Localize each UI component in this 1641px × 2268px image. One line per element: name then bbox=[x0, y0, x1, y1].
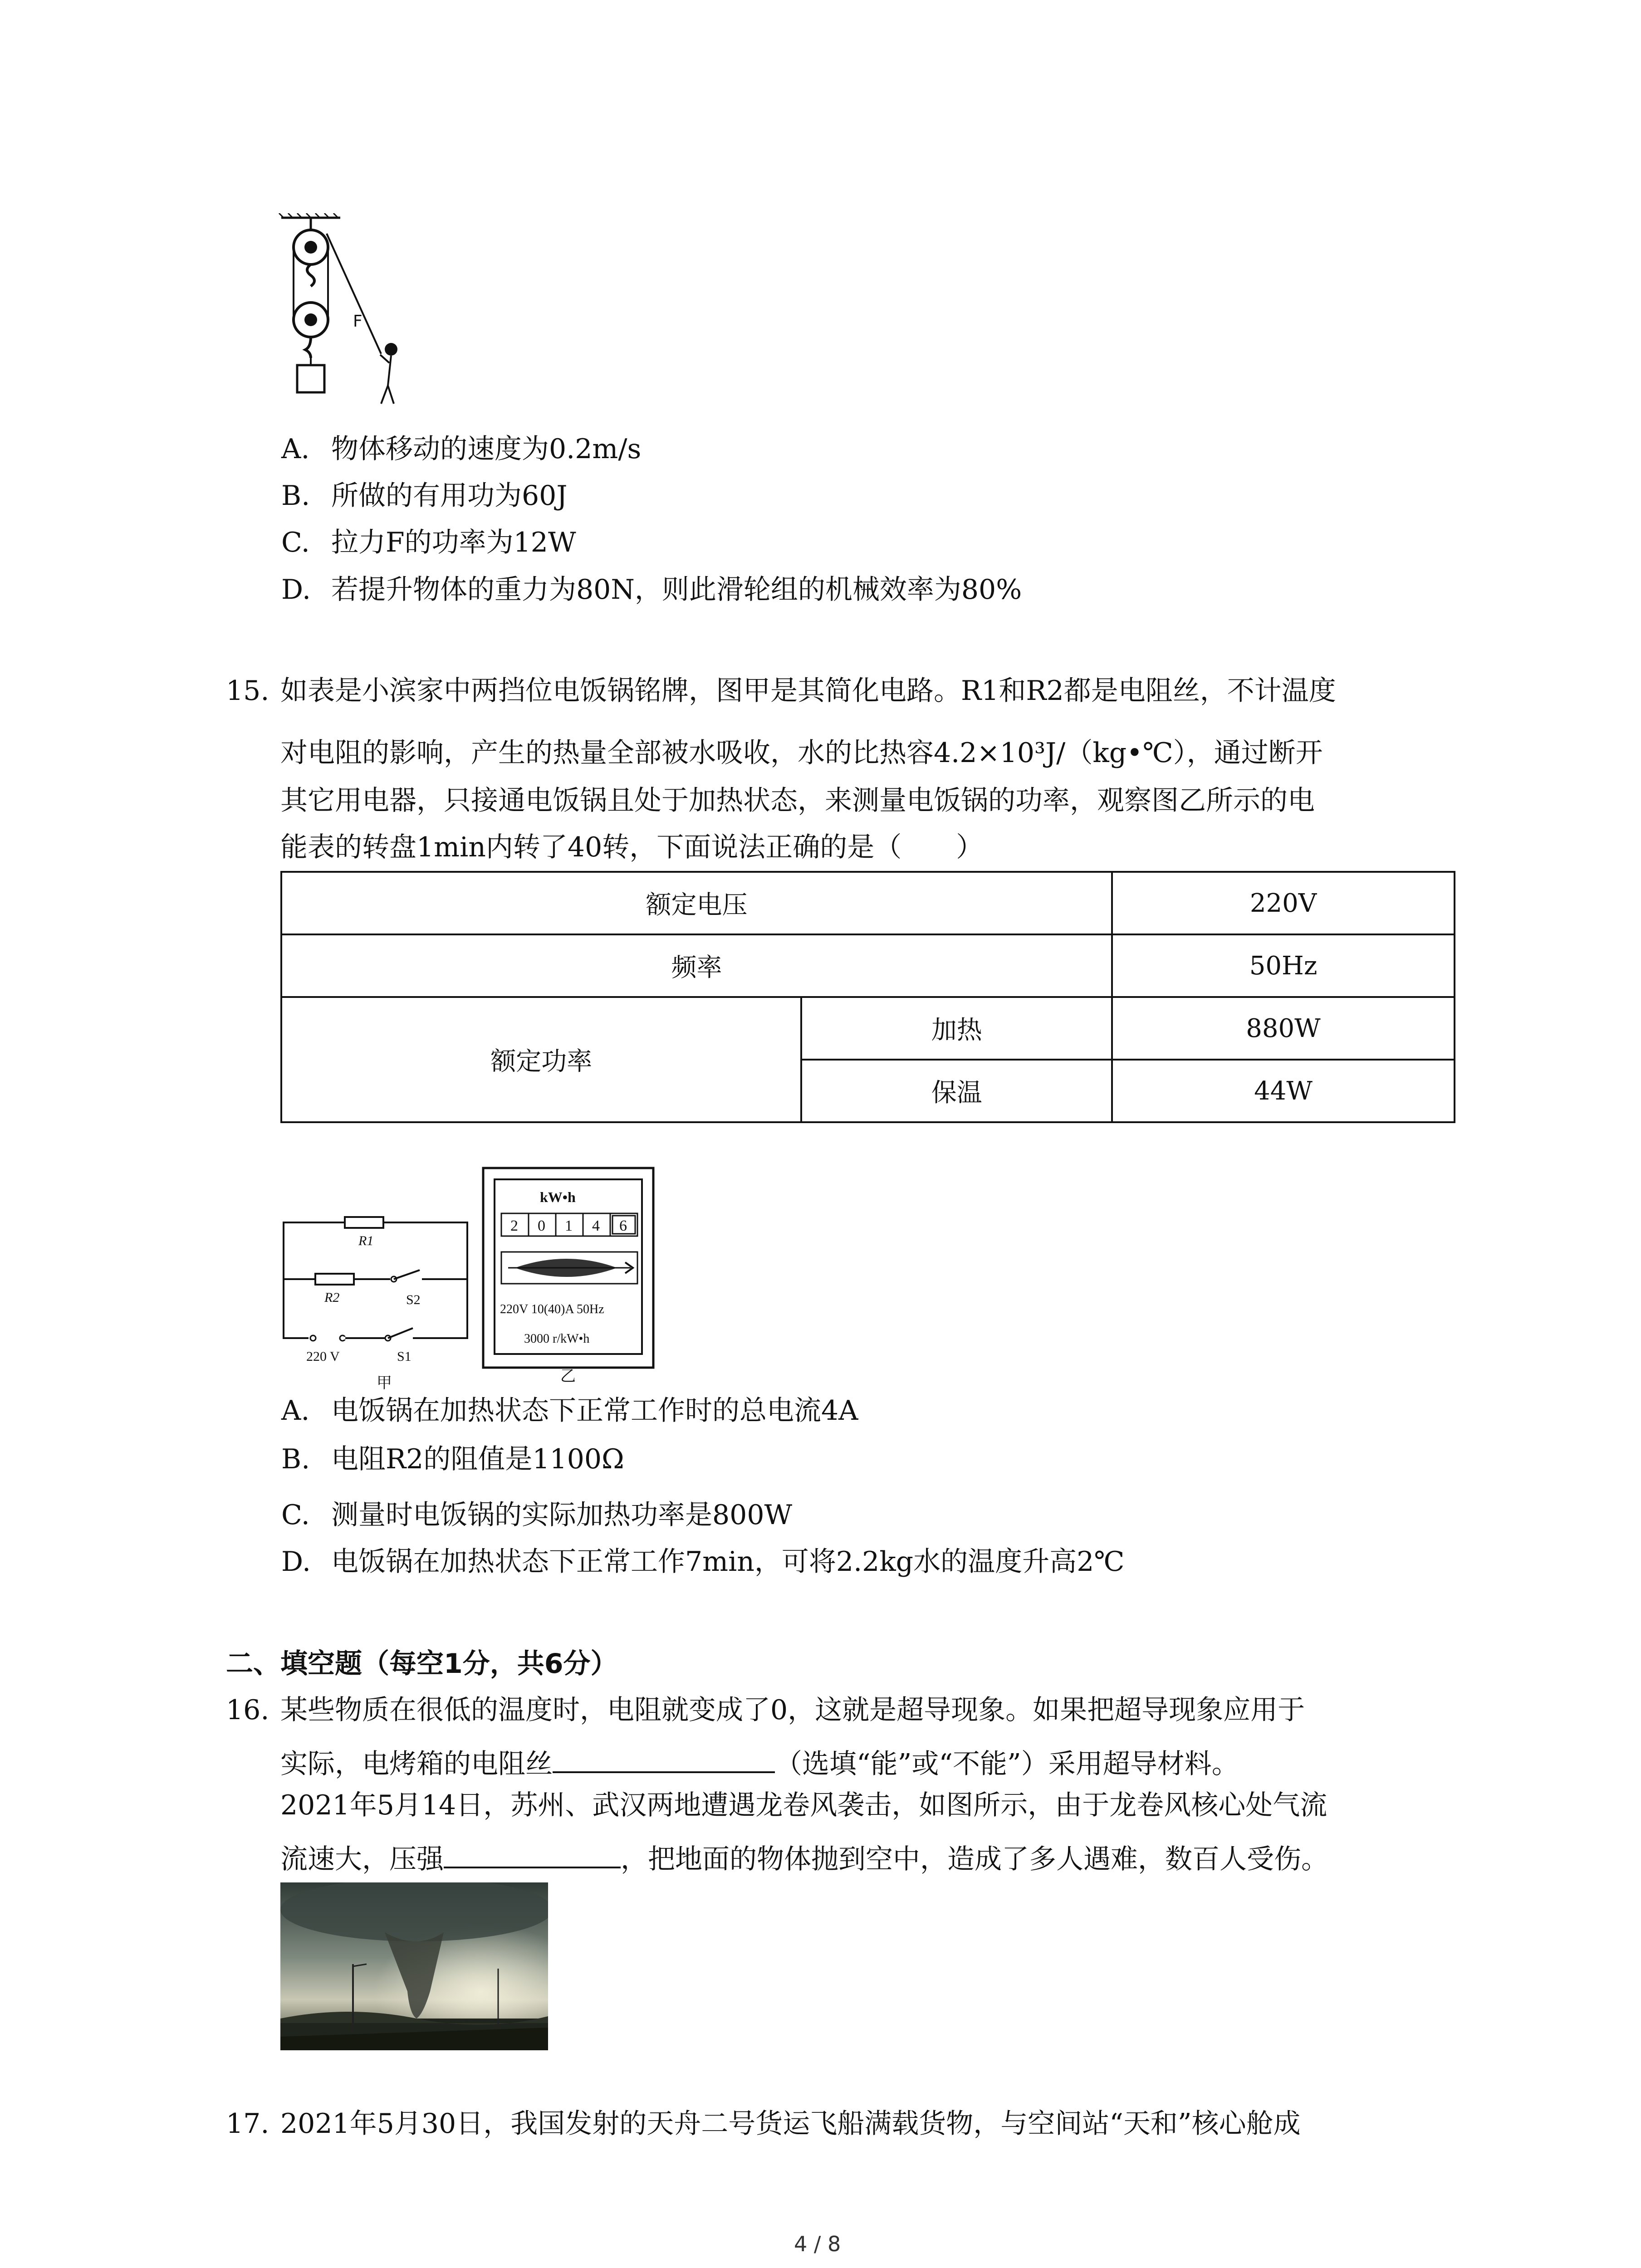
answer-blank-2[interactable] bbox=[444, 1839, 621, 1868]
meter-constant: 3000 r/kW•h bbox=[524, 1332, 590, 1346]
heating-value: 880W bbox=[1112, 997, 1455, 1060]
q16-number: 16. bbox=[226, 1694, 269, 1726]
option-text: 电饭锅在加热状态下正常工作时的总电流4A bbox=[331, 1395, 858, 1427]
q14-option-c bbox=[281, 529, 576, 556]
q14-option-d bbox=[281, 574, 1022, 606]
option-label: C. bbox=[281, 1499, 310, 1531]
q15-number: 15. bbox=[226, 675, 269, 707]
option-label: D. bbox=[281, 1546, 311, 1578]
q16-line-2-start: 实际，电烤箱的电阻丝 bbox=[280, 1748, 553, 1780]
option-label: D. bbox=[281, 574, 311, 606]
q17-number: 17. bbox=[226, 2108, 269, 2140]
source-label: 220 V bbox=[306, 1349, 340, 1364]
option-text: 电饭锅在加热状态下正常工作7min，可将2.2kg水的温度升高2℃ bbox=[331, 1546, 1125, 1578]
q16-line-1: 某些物质在很低的温度时，电阻就变成了0，这就是超导现象。如果把超导现象应用于 bbox=[280, 1694, 1305, 1726]
meter-digit-2: 0 bbox=[538, 1217, 545, 1234]
circuit-caption: 甲 bbox=[377, 1374, 392, 1392]
rated-power-label: 额定功率 bbox=[281, 997, 801, 1122]
option-text: 物体移动的速度为0.2m/s bbox=[331, 433, 642, 465]
rated-voltage-label: 额定电压 bbox=[281, 872, 1112, 934]
option-text: 测量时电饭锅的实际加热功率是800W bbox=[331, 1499, 793, 1531]
meter-digit-1: 2 bbox=[510, 1217, 518, 1234]
meter-rating: 220V 10(40)A 50Hz bbox=[500, 1302, 604, 1316]
rated-voltage-value: 220V bbox=[1112, 872, 1455, 934]
tornado-photo bbox=[280, 1882, 548, 2050]
q15-stem-line-1: 如表是小滨家中两挡位电饭锅铭牌，图甲是其简化电路。R1和R2都是电阻丝，不计温度 bbox=[280, 675, 1336, 707]
keep-warm-label: 保温 bbox=[801, 1060, 1112, 1122]
rice-cooker-spec-table bbox=[280, 871, 1455, 1123]
r1-label: R1 bbox=[358, 1233, 374, 1248]
page-number: 4 / 8 bbox=[794, 2232, 841, 2256]
q16-line-3: 2021年5月14日，苏州、武汉两地遭遇龙卷风袭击，如图所示，由于龙卷风核心处气流 bbox=[280, 1789, 1327, 1821]
q15-option-c bbox=[281, 1501, 792, 1529]
heating-label: 加热 bbox=[801, 997, 1112, 1060]
meter-caption: 乙 bbox=[560, 1367, 576, 1383]
frequency-label: 频率 bbox=[281, 934, 1112, 997]
option-text: 所做的有用功为60J bbox=[331, 480, 568, 512]
q15-stem-line-3: 其它用电器，只接通电饭锅且处于加热状态，来测量电饭锅的功率，观察图乙所示的电 bbox=[280, 785, 1315, 816]
q16-line-4-end: ，把地面的物体抛到空中，造成了多人遇难，数百人受伤。 bbox=[621, 1843, 1328, 1875]
r2-label: R2 bbox=[324, 1290, 340, 1305]
q15-stem-line-4: 能表的转盘1min内转了40转，下面说法正确的是（ ） bbox=[280, 831, 984, 863]
option-text: 若提升物体的重力为80N，则此滑轮组的机械效率为80% bbox=[331, 574, 1022, 606]
circuit-diagram bbox=[281, 1202, 472, 1393]
s2-label: S2 bbox=[406, 1292, 421, 1307]
option-label: A. bbox=[281, 1395, 310, 1427]
q15-option-b bbox=[281, 1443, 624, 1475]
option-label: B. bbox=[281, 480, 310, 512]
s1-label: S1 bbox=[397, 1349, 411, 1364]
section-heading: 二、填空题（每空1分，共6分） bbox=[226, 1648, 618, 1680]
q14-option-b bbox=[281, 480, 568, 512]
table-row bbox=[281, 872, 1455, 934]
force-f-label: F bbox=[353, 312, 362, 331]
q15-option-d bbox=[281, 1546, 1125, 1578]
answer-blank-1[interactable] bbox=[553, 1744, 775, 1773]
q16-line-2-end: （选填“能”或“不能”）采用超导材料。 bbox=[775, 1748, 1239, 1780]
option-text: 电阻R2的阻值是1100Ω bbox=[331, 1443, 624, 1475]
q17-line-1: 2021年5月30日，我国发射的天舟二号货运飞船满载货物，与空间站“天和”核心舱成 bbox=[280, 2108, 1301, 2140]
meter-digit-4: 4 bbox=[592, 1217, 600, 1234]
meter-digit-5: 6 bbox=[619, 1217, 627, 1234]
q16-line-4-start: 流速大，压强 bbox=[280, 1843, 444, 1875]
q14-option-a bbox=[281, 435, 641, 463]
q15-stem-line-2: 对电阻的影响，产生的热量全部被水吸收，水的比热容4.2×10³J/（kg•℃），通过断开 bbox=[280, 737, 1323, 769]
option-label: C. bbox=[281, 527, 310, 558]
q16-line-2 bbox=[280, 1744, 1239, 1778]
table-row bbox=[281, 934, 1455, 997]
meter-digit-3: 1 bbox=[565, 1217, 573, 1234]
meter-unit: kW•h bbox=[540, 1189, 576, 1205]
option-label: A. bbox=[281, 433, 310, 465]
pulley-system-figure bbox=[272, 213, 408, 431]
option-label: B. bbox=[281, 1443, 310, 1475]
q15-option-a bbox=[281, 1395, 858, 1427]
energy-meter-figure bbox=[481, 1166, 658, 1383]
frequency-value: 50Hz bbox=[1112, 934, 1455, 997]
table-row bbox=[281, 997, 1455, 1060]
option-text: 拉力F的功率为12W bbox=[331, 527, 576, 558]
keep-warm-value: 44W bbox=[1112, 1060, 1455, 1122]
q16-line-4 bbox=[280, 1839, 1328, 1873]
